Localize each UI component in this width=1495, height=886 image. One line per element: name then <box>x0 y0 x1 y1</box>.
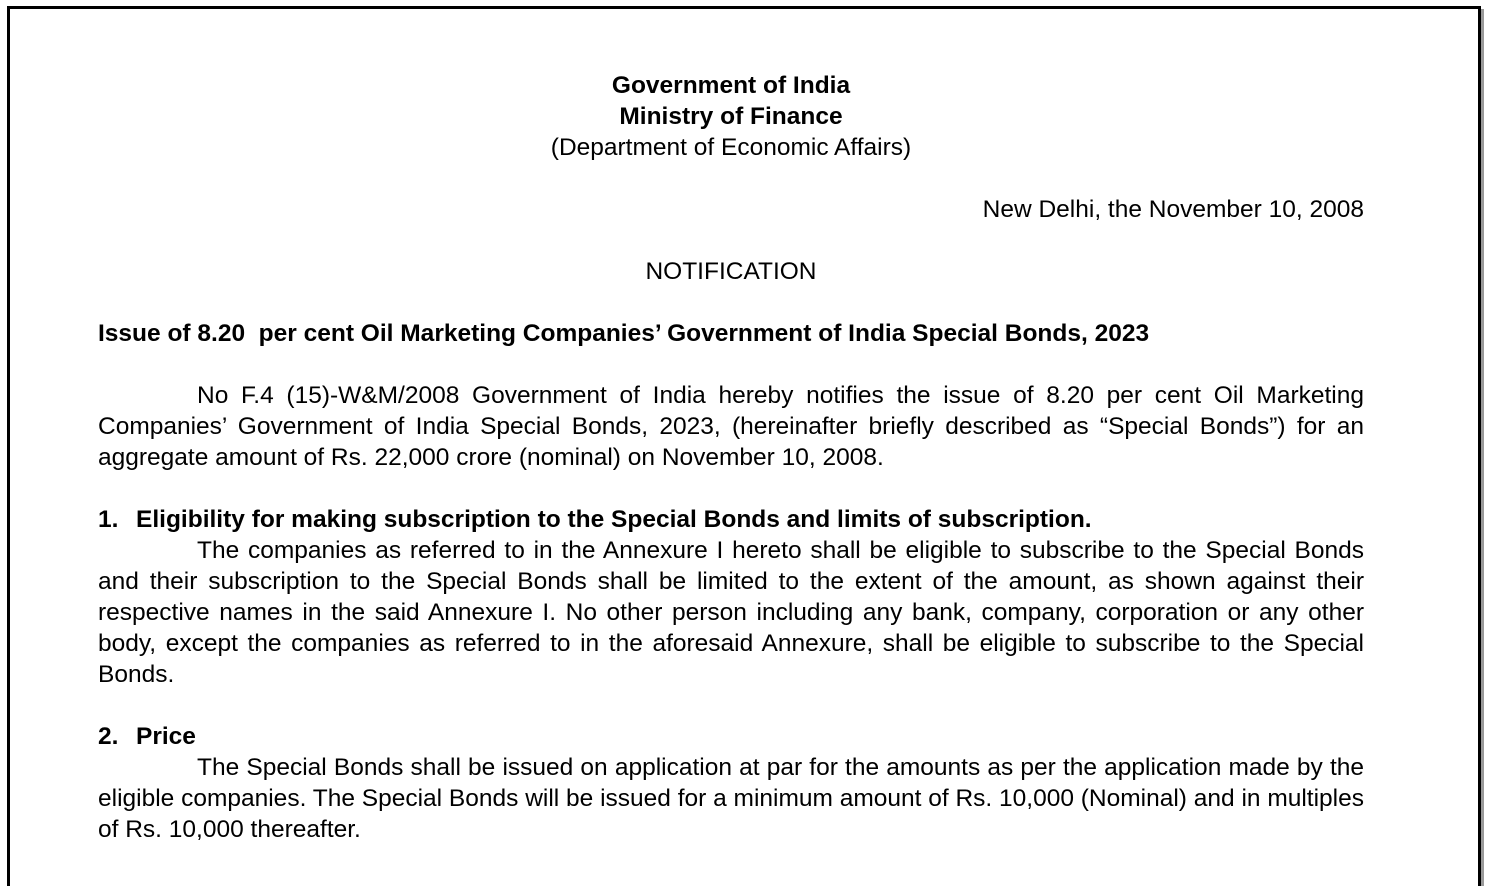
section-number: 1. <box>98 506 119 533</box>
section-title: Price <box>136 723 196 750</box>
section-number: 2. <box>98 723 119 750</box>
header-government: Government of India <box>611 72 851 99</box>
section-title: Eligibility for making subscription to the Special Bonds and limits of subscription. <box>136 506 1092 533</box>
section-price <box>98 721 1364 845</box>
subject-line: Issue of 8.20 per cent Oil Marketing Companies’ Government of India Special Bonds, 2023 <box>98 320 1150 347</box>
header-department: (Department of Economic Affairs) <box>550 134 912 161</box>
section-heading <box>98 721 1364 752</box>
section-body: The Special Bonds shall be issued on application at par for the amounts as per the application made by the eligible companies. The Special Bonds will be issued for a minimum amount of Rs. 10,000 (Nominal) and in multiples of Rs. 10,000 thereafter. <box>98 754 1364 843</box>
notification-label: NOTIFICATION <box>645 258 817 285</box>
section-heading <box>98 504 1364 535</box>
header-ministry: Ministry of Finance <box>619 103 843 130</box>
date-line: New Delhi, the November 10, 2008 <box>982 196 1364 223</box>
section-eligibility <box>98 504 1364 690</box>
notification-document <box>98 70 1364 845</box>
intro-paragraph: No F.4 (15)-W&M/2008 Government of India hereby notifies the issue of 8.20 per cent Oil Marketing Companies’ Government of India Special Bonds, 2023, (hereinafter briefly described as “Special Bonds”) for an aggregate amount of Rs. 22,000 crore (nominal) on November 10, 2008. <box>98 382 1364 471</box>
section-body: The companies as referred to in the Annexure I hereto shall be eligible to subscribe to the Special Bonds and their subscription to the Special Bonds shall be limited to the extent of the amount, as shown against their respective names in the said Annexure I. No other person including any bank, company, corporation or any other body, except the companies as referred to in the aforesaid Annexure, shall be eligible to subscribe to the Special Bonds. <box>98 537 1364 688</box>
document-header <box>98 70 1364 163</box>
